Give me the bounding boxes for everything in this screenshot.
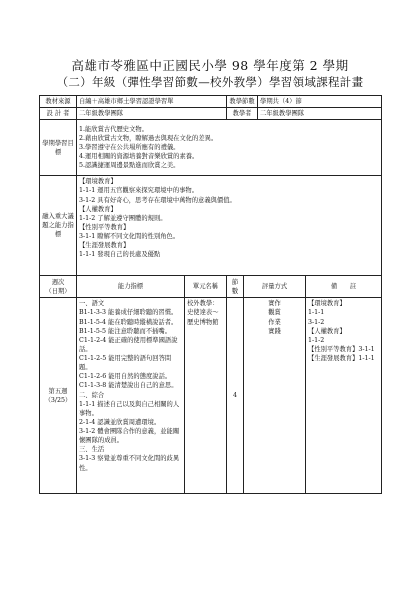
note-item: 1-1-1 (308, 309, 325, 317)
row-week: 第五週 （3/25） (40, 298, 77, 494)
row-notes (306, 298, 382, 494)
textbook-label: 教材來源 (40, 96, 77, 108)
textbook-value: 自編＋高雄市鄉土學習認證學習單 (77, 96, 227, 108)
goals-label: 學期學習目標 (40, 120, 77, 176)
ability-item: B1-1-5-5 能注意聆聽而不插嘴。 (79, 327, 172, 335)
issues-label: 融入重大議題之能力指標 (40, 176, 77, 276)
issue-item: 1-1-2 了解並遵守團體的規則。 (79, 214, 167, 222)
ability-item: B1-1-3-3 能養成仔細聆聽的習慣。 (79, 309, 178, 317)
ability-item: B1-1-5-4 能在聆聽時縱橫說話者。 (79, 318, 178, 326)
issue-item: 3-1-1 瞭解不同文化間的性別角色。 (79, 233, 180, 240)
issue-item: 3-1-2 具有好奇心，思考存在環境中萬物的意義與價值。 (79, 196, 236, 204)
issue-item: 【環境教育】 (79, 178, 117, 186)
header-periods: 節數 (227, 276, 244, 298)
row-periods: 4 (227, 298, 244, 494)
ability-item: 2-1-4 認識並欣賞周遭環境。 (79, 418, 161, 426)
course-plan-table (39, 95, 382, 494)
header-assessment: 評量方式 (244, 276, 306, 298)
header-unit: 單元名稱 (185, 276, 227, 298)
hours-value: 學期共（4）節 (258, 96, 382, 108)
issue-item: 【性別平等教育】 (79, 223, 130, 231)
ability-item: C1-1-2-5 能用完整的語句回答問題。 (79, 355, 172, 372)
assessment-item: 觀賞 (268, 309, 281, 317)
goal-item: 1.能欣賞古代歷史文物。 (79, 125, 148, 133)
page-subtitle: （二）年級（彈性學習節數—校外教學）學習領域課程計畫 (56, 75, 364, 89)
teacher-value: 二年級教學團隊 (258, 108, 382, 120)
issue-item: 1-1-1 運用五官觀察來探究環境中的事物。 (79, 187, 199, 195)
issue-item: 1-1-1 發現自己的長處及優點 (79, 251, 161, 259)
ability-item: 3-1-2 體會團隊合作的意義，並能關懷團隊的成員。 (79, 428, 180, 445)
note-item: 【生涯發展教育】1-1-1 (308, 355, 375, 362)
note-item: 【環境教育】 (308, 300, 346, 308)
ability-item: C1-1-2-6 能用自然的態度說話。 (79, 373, 172, 381)
ability-item: 1-1-1 描述自己以及與自己相關的人事物。 (79, 400, 180, 417)
issue-item: 【生涯發展教育】 (79, 242, 130, 250)
hours-label: 教學節數 (227, 96, 258, 108)
goal-item: 3.學習遵守在公共場所應有的禮儀。 (79, 144, 180, 152)
page-title: 高雄市苓雅區中正國民小學 98 學年度第 2 學期 (71, 58, 349, 73)
issues-list (77, 176, 382, 276)
note-item: 【人權教育】 (308, 327, 346, 335)
designer-label: 設 計 者 (40, 108, 77, 120)
designer-value: 二年級教學團隊 (77, 108, 227, 120)
ability-item: 一、語文 (79, 300, 105, 308)
issue-item: 【人權教育】 (79, 205, 117, 213)
row-abilities (77, 298, 185, 494)
goals-list (77, 120, 382, 176)
row-assessments (244, 298, 306, 494)
assessment-item: 實作 (268, 300, 281, 308)
note-item: 1-1-2 (308, 336, 325, 344)
note-item: 3-1-2 (308, 318, 325, 326)
row-unit-name: 校外教學：史使達表～歷史博物館 (185, 298, 227, 494)
header-ability: 能力指標 (77, 276, 185, 298)
ability-item: 三、生活 (79, 446, 105, 454)
teacher-label: 教學者 (227, 108, 258, 120)
assessment-item: 實踐 (268, 327, 281, 335)
ability-item: 3-1-3 察覺並尊重不同文化間的歧異性。 (79, 455, 180, 472)
ability-item: C1-1-3-8 能清楚說出自己的意思。 (79, 382, 178, 390)
ability-item: 二、綜合 (79, 391, 105, 399)
header-week: 週次 （日期） (40, 276, 77, 298)
goal-item: 2.藉由欣賞古文物，瞭解過去與現在文化的差異。 (79, 135, 218, 143)
goal-item: 5.認識捷運周邊景點進而欣賞之美。 (79, 162, 180, 170)
assessment-item: 作業 (268, 318, 281, 326)
header-note: 備 註 (306, 276, 382, 298)
goal-item: 4.運用相關的資源培養對音樂欣賞的素養。 (79, 153, 199, 161)
note-item: 【性別平等教育】3-1-1 (308, 345, 375, 353)
ability-item: C1-1-2-4 能正確的使用標準國語說話。 (79, 336, 178, 353)
